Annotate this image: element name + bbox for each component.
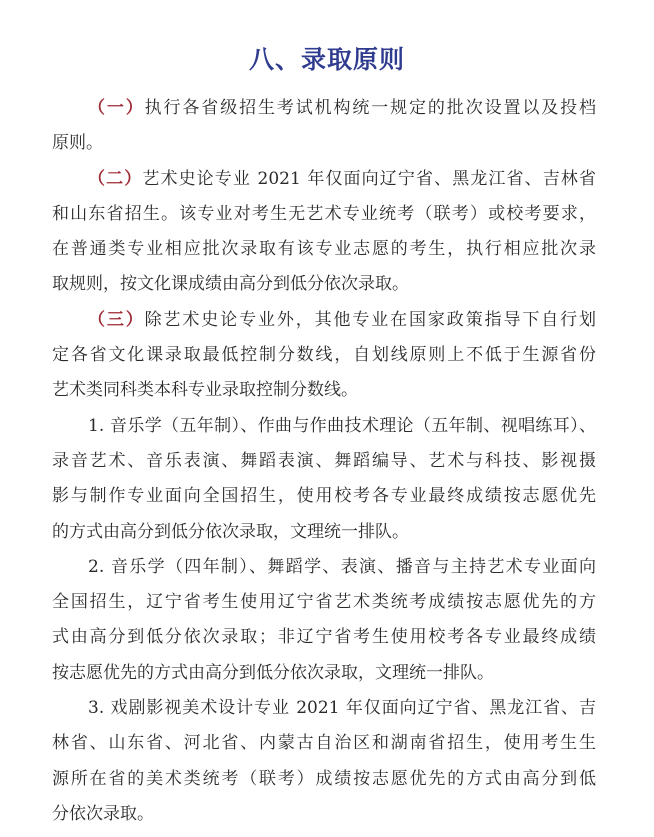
paragraph-text: 定各省文化课录取最低控制分数线，自划线原则上不低于生源省份 [52, 345, 596, 366]
paragraph-line [52, 162, 596, 197]
paragraph-line [52, 656, 596, 691]
paragraph-line [52, 267, 596, 302]
paragraph-text: 全国招生，辽宁省考生使用辽宁省艺术类统考成绩按志愿优先的方 [52, 592, 596, 613]
paragraph-line [52, 91, 596, 126]
paragraph-label: （一） [88, 98, 145, 118]
paragraph-line [52, 409, 596, 444]
paragraph-label: （二） [88, 168, 143, 189]
paragraph-text: 在普通类专业相应批次录取有该专业志愿的考生，执行相应批次录 [52, 239, 596, 260]
paragraph-label: （三） [88, 309, 145, 330]
paragraph-line [52, 338, 596, 373]
paragraph-text: 影与制作专业面向全国招生，使用校考各专业最终成绩按志愿优先 [52, 486, 596, 507]
paragraph-line [52, 691, 596, 726]
paragraph-line [52, 444, 596, 479]
paragraph-text: 原则。 [52, 133, 103, 154]
paragraph-text: 按志愿优先的方式由高分到低分依次录取，文理统一排队。 [52, 662, 494, 683]
paragraph-text: 3. 戏剧影视美术设计专业 2021 年仅面向辽宁省、黑龙江省、吉 [88, 698, 596, 719]
paragraph-text: 的方式由高分到低分依次录取，文理统一排队。 [52, 521, 409, 542]
paragraph-line [52, 303, 596, 338]
paragraph-line [52, 232, 596, 267]
paragraph-text: 艺术类同科类本科专业录取控制分数线。 [52, 380, 358, 401]
paragraph-line [52, 479, 596, 514]
paragraph-text: 录音艺术、音乐表演、舞蹈表演、舞蹈编导、艺术与科技、影视摄 [52, 450, 596, 471]
paragraph-line [52, 126, 596, 161]
paragraph-line [52, 726, 596, 761]
paragraph-line [52, 797, 596, 832]
paragraph-text: 除艺术史论专业外，其他专业在国家政策指导下自行划 [144, 309, 597, 330]
section-title: 八、录取原则 [248, 45, 405, 74]
paragraph-text: 和山东省招生。该专业对考生无艺术专业统考（联考）或校考要求， [52, 203, 596, 224]
paragraph-line [52, 550, 596, 585]
paragraph-line [52, 585, 596, 620]
paragraph-text: 2. 音乐学（四年制）、舞蹈学、表演、播音与主持艺术专业面向 [88, 556, 596, 577]
paragraph-text: 1. 音乐学（五年制）、作曲与作曲技术理论（五年制、视唱练耳）、 [88, 415, 596, 436]
paragraph-line [52, 762, 596, 797]
paragraph-line [52, 373, 596, 408]
paragraph-text: 源所在省的美术类统考（联考）成绩按志愿优先的方式由高分到低 [52, 768, 596, 789]
paragraph-text: 执行各省级招生考试机构统一规定的批次设置以及投档 [144, 98, 597, 118]
paragraph-text: 艺术史论专业 2021 年仅面向辽宁省、黑龙江省、吉林省 [142, 168, 596, 189]
paragraph-line [52, 515, 596, 550]
paragraph-line [52, 620, 596, 655]
paragraph-text: 式由高分到低分依次录取；非辽宁省考生使用校考各专业最终成绩 [52, 627, 596, 648]
paragraph-text: 分依次录取。 [52, 803, 154, 824]
paragraph-text: 林省、山东省、河北省、内蒙古自治区和湖南省招生，使用考生生 [52, 733, 596, 754]
paragraph-line [52, 197, 596, 232]
paragraph-text: 取规则，按文化课成绩由高分到低分依次录取。 [52, 274, 409, 295]
document-body [52, 91, 596, 832]
